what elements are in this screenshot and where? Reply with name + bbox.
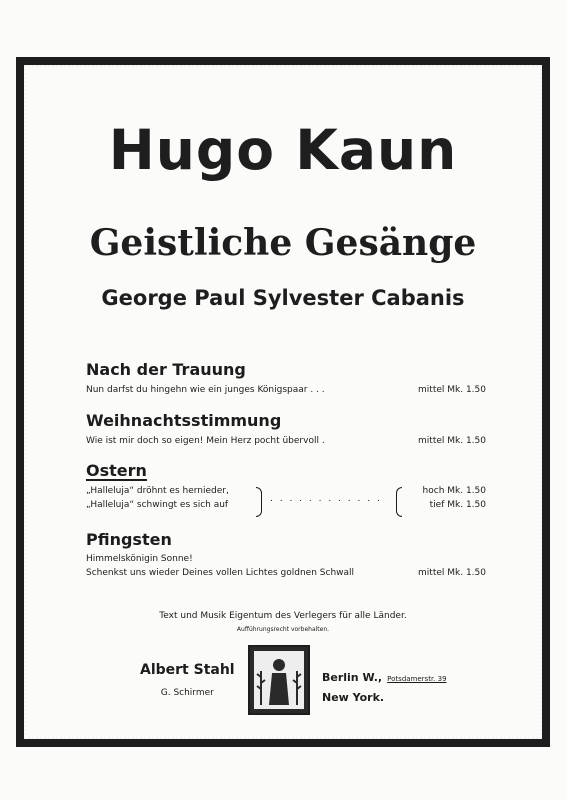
- composer-name: Hugo Kaun: [108, 118, 458, 182]
- leader-dots: . . . . . . . . . . . .: [270, 494, 382, 504]
- song-line: [86, 554, 486, 568]
- brace-right: [396, 487, 402, 517]
- work-title: Geistliche Gesänge: [89, 222, 477, 264]
- agent-name: G. Schirmer: [160, 688, 214, 698]
- publisher-street: Potsdamerstr. 39: [387, 675, 447, 683]
- lyric-incipit: Nun darfst du hingehn wie ein junges Königspaar . . .: [86, 385, 325, 395]
- song-title: Pfingsten: [86, 530, 172, 549]
- publisher-block-right: [322, 666, 447, 704]
- song-lines: [86, 486, 486, 518]
- voice-price: tief Mk. 1.50: [429, 500, 486, 510]
- voice-price: mittel Mk. 1.50: [418, 385, 486, 395]
- poet-name: George Paul Sylvester Cabanis: [101, 286, 465, 310]
- lyric-incipit: „Halleluja“ schwingt es sich auf: [86, 500, 229, 510]
- lyric-incipit: „Halleluja“ dröhnt es hernieder,: [86, 486, 229, 496]
- performance-notice: Aufführungsrecht vorbehalten.: [236, 626, 330, 633]
- publisher-logo-icon: [248, 645, 310, 715]
- rights-notice: Text und Musik Eigentum des Verlegers für alle Länder.: [159, 611, 407, 621]
- lyric-incipit: Himmelskönigin Sonne!: [86, 554, 193, 564]
- song-line: [86, 436, 486, 450]
- agent-city: New York.: [322, 691, 385, 704]
- publisher-block-left: [140, 662, 235, 698]
- brace-left: [256, 487, 262, 517]
- lyric-incipit: Wie ist mir doch so eigen! Mein Herz pocht übervoll .: [86, 436, 325, 446]
- song-pfingsten: [86, 530, 486, 582]
- voice-price: hoch Mk. 1.50: [422, 486, 486, 496]
- song-title: Nach der Trauung: [86, 360, 246, 379]
- song-ostern: [86, 461, 486, 518]
- song-title: Ostern: [86, 461, 147, 480]
- song-title: Weihnachtsstimmung: [86, 411, 282, 430]
- voice-price: mittel Mk. 1.50: [418, 436, 486, 446]
- publisher-name: Albert Stahl: [140, 662, 235, 678]
- song-nach-der-trauung: [86, 360, 486, 399]
- voice-price: mittel Mk. 1.50: [418, 568, 486, 578]
- song-weihnachtsstimmung: [86, 411, 486, 450]
- song-line: [86, 385, 486, 399]
- publisher-city: Berlin W.,: [322, 671, 383, 684]
- song-line: [86, 568, 486, 582]
- lyric-incipit: Schenkst uns wieder Deines vollen Lichtes goldnen Schwall: [86, 568, 355, 578]
